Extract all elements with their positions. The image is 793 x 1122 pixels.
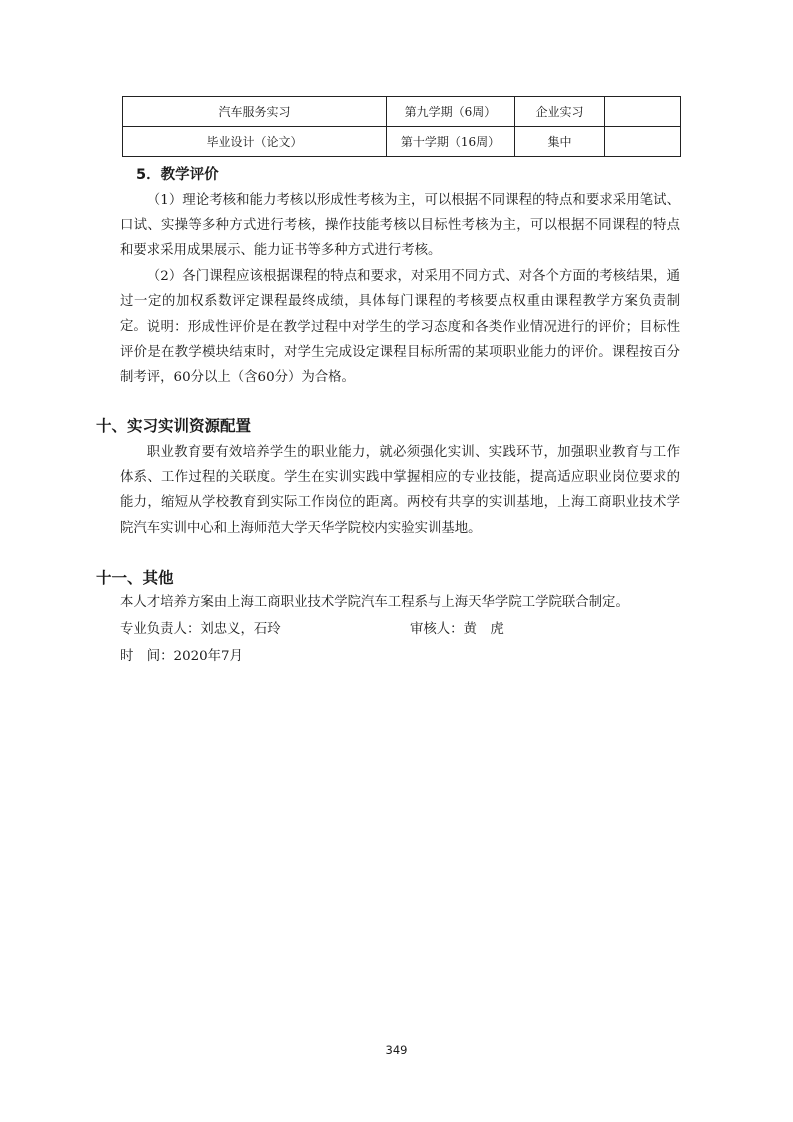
table-row [123, 127, 681, 157]
mode-cell: 企业实习 [515, 97, 605, 127]
date-line: 时 间：2020年7月 [120, 649, 243, 664]
course-cell: 毕业设计（论文） [123, 127, 387, 157]
evaluation-paragraph-2: （2）各门课程应该根据课程的特点和要求，对采用不同方式、对各个方面的考核结果，通过一定的加权系数评定课程最终成绩，具体每门课程的考核要点权重由课程教学方案负责制定。 [120, 269, 680, 335]
evaluation-note: 说明：形成性评价是在教学过程中对学生的学习态度和各类作业情况进行的评价；目标性评价是在教学模块结束时，对学生完成设定课程目标所需的某项职业能力的评价。课程按百分制考评，60分以上（含60分）为合格。 [120, 320, 680, 386]
table-row [123, 97, 681, 127]
training-resources-paragraph: 职业教育要有效培养学生的职业能力，就必须强化实训、实践环节，加强职业教育与工作体系、工作过程的关联度。学生在实训实践中掌握相应的专业技能，提高适应职业岗位要求的能力，缩短从学校教育到实际工作岗位的距离。两校有共享的实训基地，上海工商职业技术学院汽车实训中心和上海师范大学天华学院校内实验实训基地。 [120, 445, 680, 536]
semester-cell: 第九学期（6周） [387, 97, 515, 127]
note-cell [605, 97, 681, 127]
section-heading-training-resources: 十、实习实训资源配置 [96, 417, 252, 435]
section-heading-other: 十一、其他 [96, 569, 174, 587]
reviewer: 审核人：黄 虎 [410, 622, 504, 637]
page-number: 349 [385, 1043, 408, 1057]
evaluation-paragraph-1: （1）理论考核和能力考核以形成性考核为主，可以根据不同课程的特点和要求采用笔试、口试、实操等多种方式进行考核，操作技能考核以目标性考核为主，可以根据不同课程的特点和要求采用成果展示、能力证书等多种方式进行考核。 [120, 193, 680, 259]
section-heading-teaching-evaluation: 5．教学评价 [136, 167, 219, 183]
program-leaders: 专业负责人：刘忠义，石玲 [120, 622, 281, 637]
mode-cell: 集中 [515, 127, 605, 157]
semester-cell: 第十学期（16周） [387, 127, 515, 157]
joint-statement: 本人才培养方案由上海工商职业技术学院汽车工程系与上海天华学院工学院联合制定。 [120, 595, 629, 610]
course-cell: 汽车服务实习 [123, 97, 387, 127]
note-cell [605, 127, 681, 157]
schedule-table [122, 96, 681, 157]
